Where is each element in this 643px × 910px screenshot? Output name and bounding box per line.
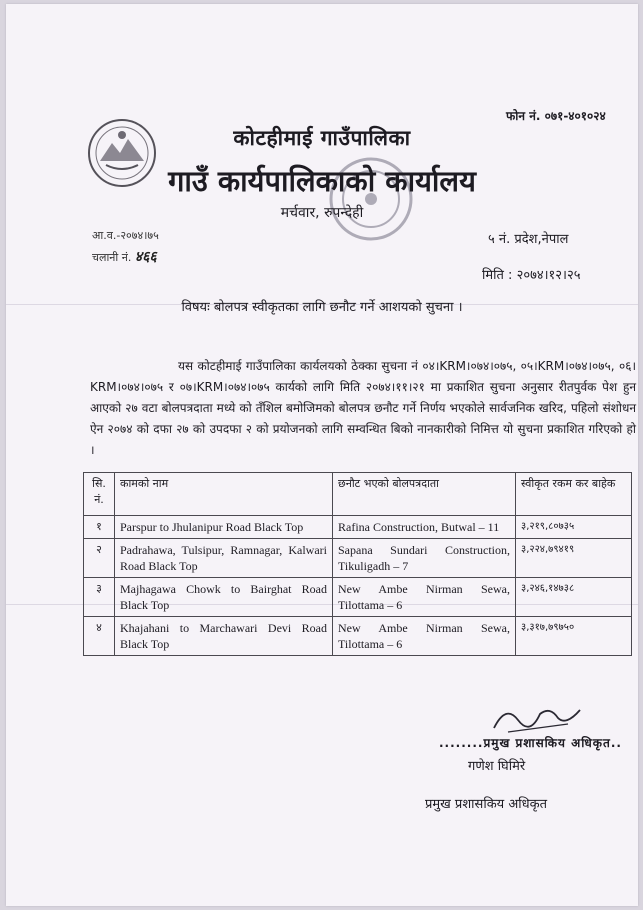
notice-body	[90, 356, 636, 461]
header-work: कामको नाम	[115, 473, 333, 516]
dispatch-number-value: ४६६	[134, 249, 157, 265]
notice-subject: विषयः बोलपत्र स्वीकृतका लागि छनौट गर्ने आशयको सुचना ।	[181, 300, 463, 315]
table-row	[84, 539, 632, 578]
cell-amount: ३,३१७,७९७५०	[516, 617, 632, 656]
signatory-title: प्रमुख प्रशासकिय अधिकृत	[425, 797, 548, 812]
cell-bidder: Sapana Sundari Construction, Tikuligadh – 7	[333, 539, 516, 578]
notice-body-text: यस कोटहीमाई गाउँपालिका कार्यलयको ठेक्का सुचना नं ०४।KRM।०७४।०७५, ०५।KRM।०७४।०७५, ०६।KRM।०७४।०७५ र ०७।KRM।०७४।०७५ कार्यको लागि मिति २०७४।११।२१ मा प्रकाशित सुचना अनुसार रीतपुर्वक पेश हुन आएको २७ वटा बोलपत्रदाता मध्ये को तँशिल बमोजिमको बोलपत्र छनौट गर्ने निर्णय भएकोले सार्वजनिक खरिद, पहिलो संशोधन ऐन २०७४ को दफा २७ को उपदफा २ को प्रयोजनको लागि सम्वन्धित बिको नानकारीको निमित्त यो सुचना प्रकाशित गरिएको हो ।	[90, 359, 636, 457]
signatory-name: गणेश घिमिरे	[468, 759, 526, 774]
table-header-row	[84, 473, 632, 516]
office-address: मर्चवार, रुपन्देही	[280, 205, 364, 221]
dispatch-number	[92, 247, 157, 266]
cell-sn: १	[84, 516, 115, 539]
table-row	[84, 578, 632, 617]
cell-work: Parspur to Jhulanipur Road Black Top	[115, 516, 333, 539]
header-amount: स्वीकृत रकम कर बाहेक	[516, 473, 632, 516]
header-bidder: छनौट भएको बोलपत्रदाता	[333, 473, 516, 516]
cell-sn: ३	[84, 578, 115, 617]
cell-sn: २	[84, 539, 115, 578]
table-row	[84, 516, 632, 539]
phone-number: फोन नं. ०७१-४०१०२४	[506, 109, 606, 123]
signature-line: ........प्रमुख प्रशासकिय अधिकृत..	[439, 736, 622, 750]
cell-bidder: New Ambe Nirman Sewa, Tilottama – 6	[333, 617, 516, 656]
cell-amount: ३,२१९,८०७३५	[516, 516, 632, 539]
header-sn: सि. नं.	[84, 473, 115, 516]
province: ५ नं. प्रदेश,नेपाल	[488, 232, 569, 247]
notice-date: मिति : २०७४।१२।२५	[482, 268, 581, 283]
cell-work: Khajahani to Marchawari Devi Road Black Top	[115, 617, 333, 656]
municipality-name: कोटहीमाई गाउँपालिका	[233, 126, 411, 150]
office-name: गाउँ कार्यपालिकाको कार्यालय	[168, 164, 476, 198]
cell-amount: ३,२२४,७९४१९	[516, 539, 632, 578]
cell-sn: ४	[84, 617, 115, 656]
table-row	[84, 617, 632, 656]
cell-work: Padrahawa, Tulsipur, Ramnagar, Kalwari Road Black Top	[115, 539, 333, 578]
notice-document	[6, 4, 638, 906]
fiscal-year: आ.व.-२०७४।७५	[92, 229, 159, 242]
cell-bidder: New Ambe Nirman Sewa, Tilottama – 6	[333, 578, 516, 617]
cell-amount: ३,२४६,१४७३८	[516, 578, 632, 617]
cell-work: Majhagawa Chowk to Bairghat Road Black Top	[115, 578, 333, 617]
cell-bidder: Rafina Construction, Butwal – 11	[333, 516, 516, 539]
dispatch-label: चलानी नं.	[92, 251, 132, 264]
selected-bidders-table	[83, 472, 632, 656]
